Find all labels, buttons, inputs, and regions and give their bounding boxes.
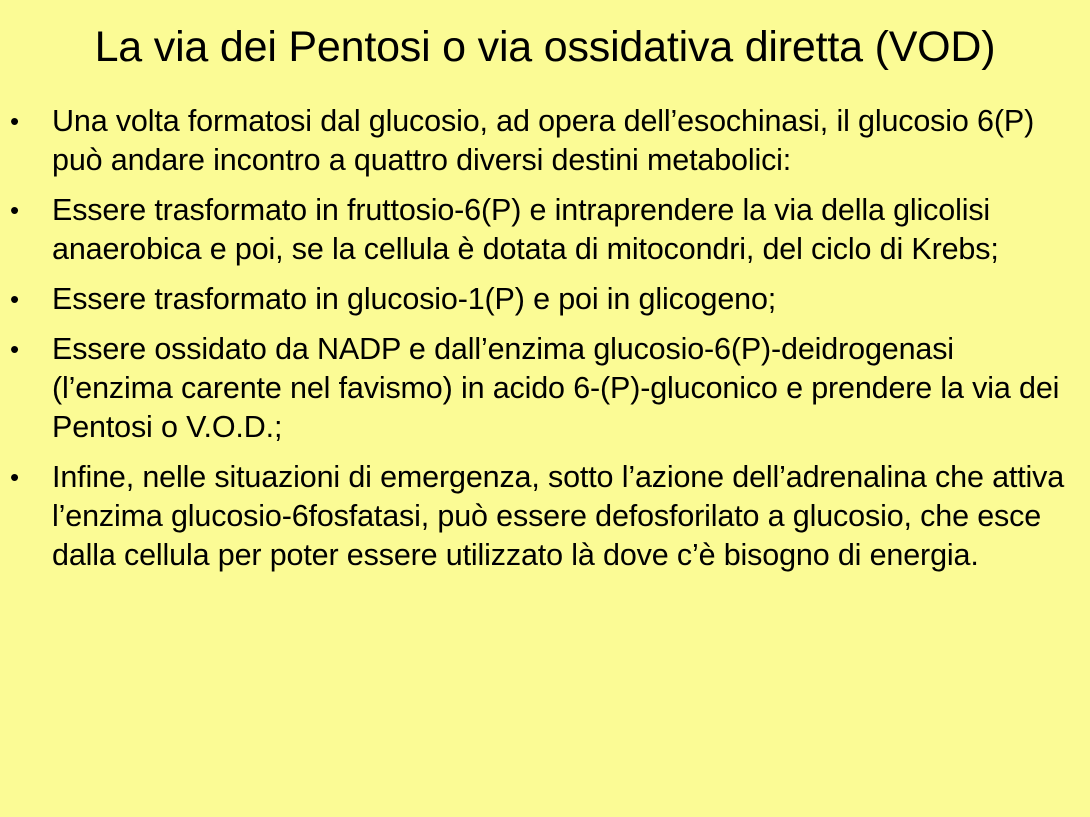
- slide-title: La via dei Pentosi o via ossidativa diretta (VOD): [94, 23, 996, 71]
- bullet-item: [0, 280, 1090, 319]
- bullet-text: Una volta formatosi dal glucosio, ad opera dell’esochinasi, il glucosio 6(P) può andare incontro a quattro diversi destini metabolici:: [52, 104, 1035, 177]
- bullet-dot-icon: •: [10, 462, 19, 492]
- bullet-dot-icon: •: [10, 284, 19, 314]
- bullet-item: [0, 191, 1090, 269]
- bullet-dot-icon: •: [10, 334, 19, 364]
- bullet-text: Essere trasformato in glucosio-1(P) e poi in glicogeno;: [52, 282, 777, 316]
- bullet-dot-icon: •: [10, 195, 19, 225]
- bullet-text: Essere ossidato da NADP e dall’enzima glucosio-6(P)-deidrogenasi (l’enzima carente nel favismo) in acido 6-(P)-gluconico e prendere la via dei Pentosi o V.O.D.;: [52, 332, 1060, 444]
- bullet-dot-icon: •: [10, 106, 19, 136]
- bullet-item: [0, 102, 1090, 180]
- bullet-item: [0, 330, 1090, 447]
- bullet-list: [0, 102, 1090, 586]
- bullet-item: [0, 458, 1090, 575]
- bullet-text: Essere trasformato in fruttosio-6(P) e intraprendere la via della glicolisi anaerobica e poi, se la cellula è dotata di mitocondri, del ciclo di Krebs;: [52, 193, 999, 266]
- bullet-text: Infine, nelle situazioni di emergenza, sotto l’azione dell’adrenalina che attiva l’enzima glucosio-6fosfatasi, può essere defosforilato a glucosio, che esce dalla cellula per poter essere utilizzato là dove c’è bisogno di energia.: [52, 460, 1065, 572]
